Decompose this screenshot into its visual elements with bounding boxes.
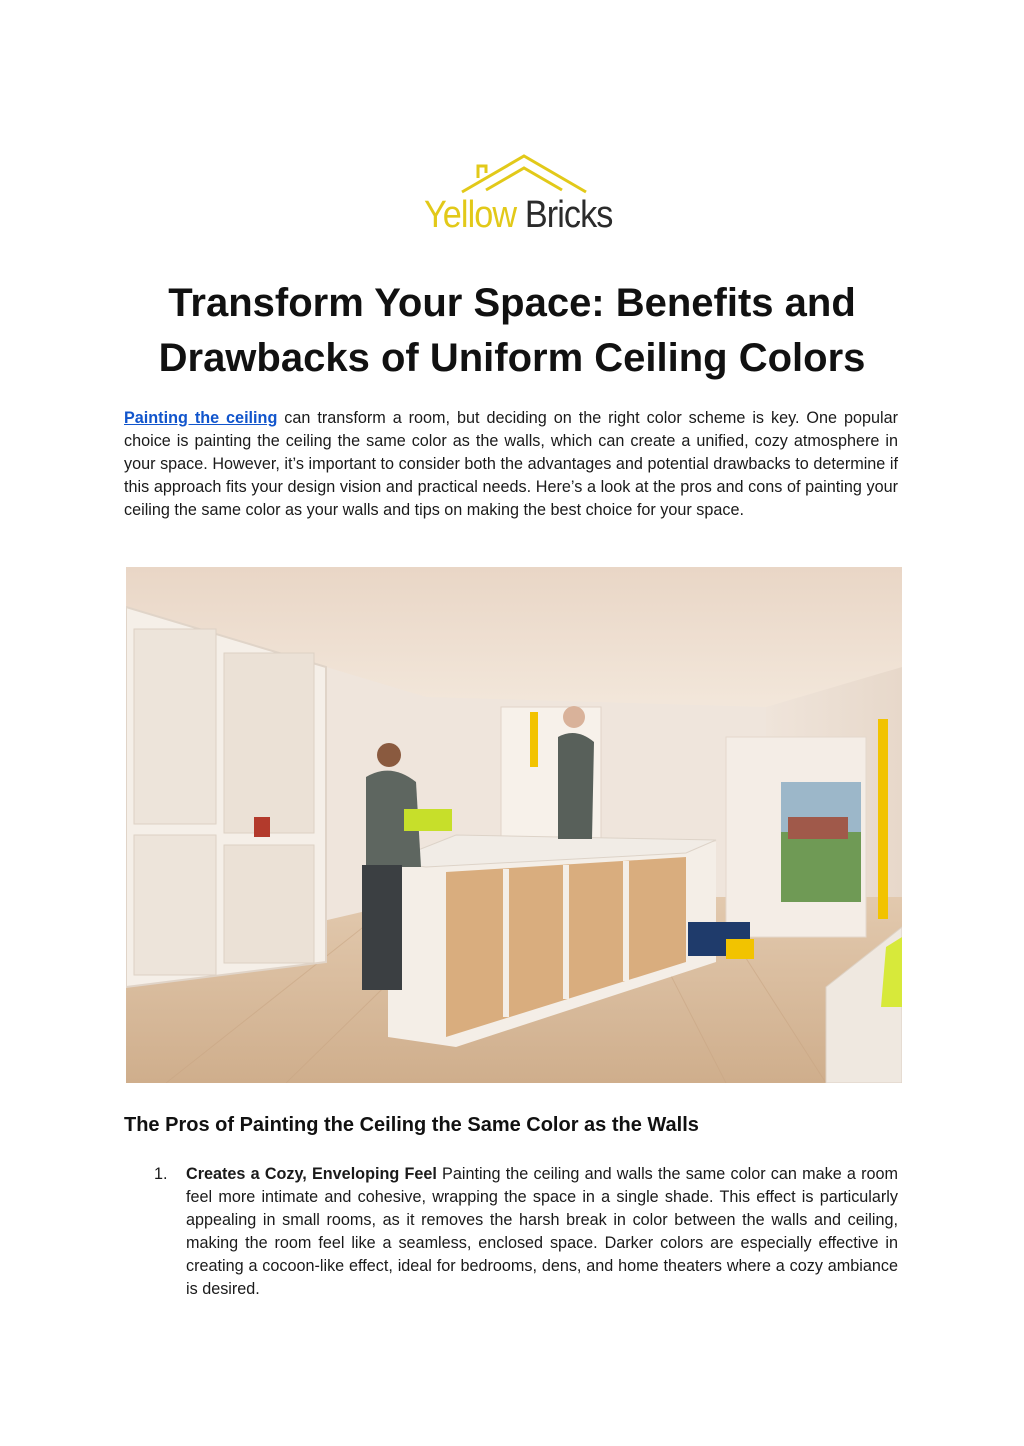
logo-word-yellow: Yellow (424, 194, 517, 236)
list-item (124, 1163, 898, 1301)
intro-paragraph (124, 407, 898, 522)
list-item-title: Creates a Cozy, Enveloping Feel (186, 1165, 437, 1183)
page-title: Transform Your Space: Benefits and Drawbacks of Uniform Ceiling Colors (158, 281, 866, 380)
pros-list (124, 1163, 898, 1301)
list-item-number: 1. (154, 1165, 168, 1183)
house-roof-icon (458, 150, 588, 196)
list-item-text: Painting the ceiling and walls the same color can make a room feel more intimate and cohesive, wrapping the space in a single shade. This effect is particularly appealing in small rooms, as it removes the harsh break in color between the walls and ceiling, making the room feel like a seamless, enclosed space. Darker colors are especially effective in creating a cocoon-like effect, ideal for bedrooms, dens, and home theaters where a cozy ambiance is desired. (186, 1165, 898, 1298)
brand-logo (418, 150, 618, 240)
kitchen-renovation-photo (126, 567, 902, 1083)
logo-wordmark (424, 194, 613, 237)
logo-word-bricks: Bricks (524, 194, 613, 236)
pros-heading: The Pros of Painting the Ceiling the Same Color as the Walls (124, 1114, 699, 1136)
painting-ceiling-link[interactable]: Painting the ceiling (124, 409, 278, 427)
intro-text: can transform a room, but deciding on the right color scheme is key. One popular choice is painting the ceiling the same color as the walls, which can create a unified, cozy atmosphere in your space. However, it’s important to consider both the advantages and potential drawbacks to determine if this approach fits your design vision and practical needs. Here’s a look at the pros and cons of painting your ceiling the same color as your walls and tips on making the best choice for your space. (124, 409, 898, 519)
